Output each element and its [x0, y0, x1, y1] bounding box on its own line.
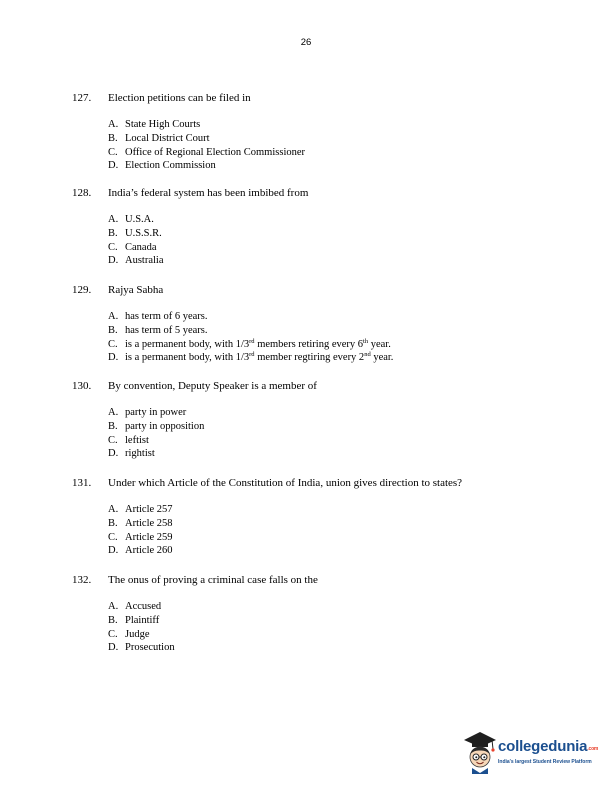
- collegedunia-logo: [460, 728, 606, 776]
- question-text: By convention, Deputy Speaker is a member of: [108, 380, 317, 392]
- question-text: Under which Article of the Constitution of India, union gives direction to states?: [108, 477, 463, 489]
- question-number: 128.: [72, 187, 92, 199]
- question-text: Election petitions can be filed in: [108, 92, 251, 104]
- question-128: 128. India’s federal system has been imbibed from A. U.S.A. B. U.S.S.R. C. Canada D. Australia: [72, 187, 309, 267]
- question-129: 129. Rajya Sabha A. has term of 6 years. B. has term of 5 years. C. is a permanent body, with 1/3rd members retiring every 6th year. D. is a permanent body, with 1/3rd member regtiring every 2nd year.: [72, 284, 394, 364]
- question-130: 130. By convention, Deputy Speaker is a member of A. party in power B. party in opposition C. leftist D. rightist: [72, 380, 317, 460]
- question-127: 127. Election petitions can be filed in A. State High Courts B. Local District Court C. Office of Regional Election Commissioner D. Election Commission: [72, 92, 306, 172]
- question-number: 127.: [72, 92, 92, 104]
- question-number: 130.: [72, 380, 92, 392]
- logo-tagline: India's largest Student Review Platform: [498, 759, 592, 765]
- question-132: 132. The onus of proving a criminal case falls on the A. Accused B. Plaintiff C. Judge D. Prosecution: [72, 574, 318, 654]
- logo-wordmark: collegedunia.com: [498, 738, 599, 755]
- question-text: India’s federal system has been imbibed from: [108, 187, 309, 199]
- question-number: 131.: [72, 477, 92, 489]
- student-mascot-icon: [460, 728, 500, 776]
- question-number: 132.: [72, 574, 92, 586]
- question-text: Rajya Sabha: [108, 284, 164, 296]
- question-text: The onus of proving a criminal case falls on the: [108, 574, 318, 586]
- question-131: 131. Under which Article of the Constitution of India, union gives direction to states? A. Article 257 B. Article 258 C. Article 259 D. Article 260: [72, 477, 463, 557]
- page-number: 26: [300, 37, 312, 48]
- question-number: 129.: [72, 284, 92, 296]
